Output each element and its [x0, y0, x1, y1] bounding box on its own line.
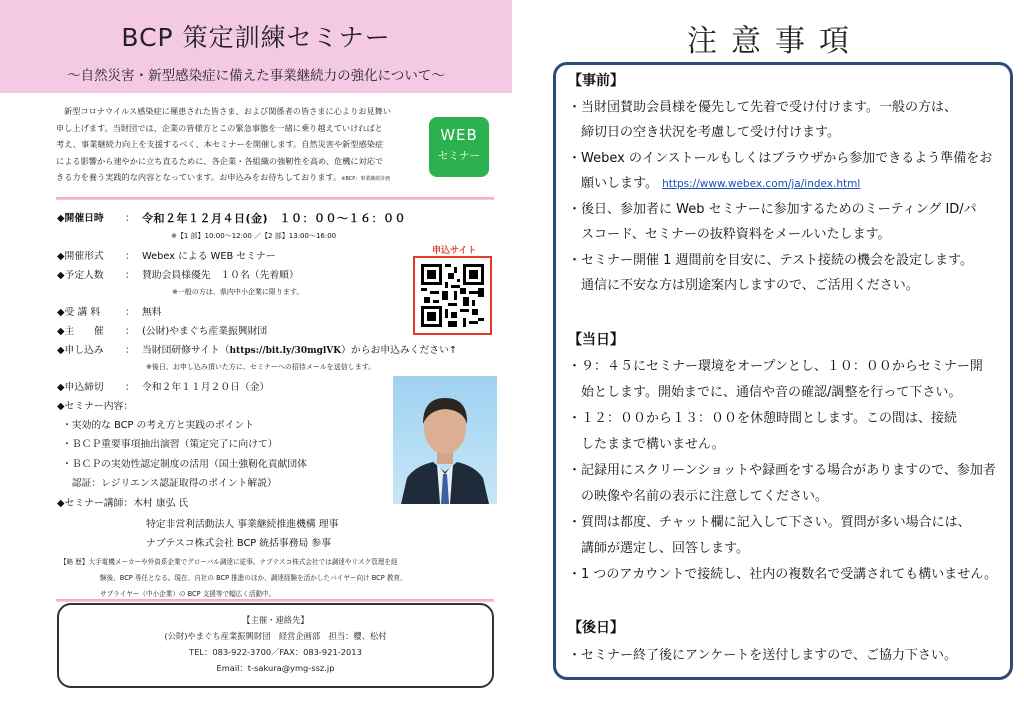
- before-heading: 【事前】: [568, 73, 624, 89]
- date-note: ※【1 部】10:00～12:00 ／【2 部】13:00～16:00: [171, 232, 337, 240]
- contact-heading: 【主催・連絡先】: [242, 615, 309, 625]
- notice-title: 注意事項: [687, 24, 863, 59]
- before-line: 願いします。: [568, 176, 658, 191]
- badge-line2: セミナー: [438, 150, 480, 162]
- capacity-label: ◆予定人数: [57, 270, 104, 281]
- day-line: 始とします。開始までに、通信や音の確認/調整を行って下さい。: [568, 385, 962, 400]
- content-item: ・ＢＣＰの実効性認定制度の活用（国土強靭化貢献団体: [62, 459, 307, 470]
- day-line: 講師が選定し、回答します。: [568, 541, 749, 556]
- before-line: ・セミナー開催 1 週間前を目安に、テスト接続の機会を設定します。: [568, 253, 973, 268]
- divider-bottom: [56, 599, 494, 602]
- capacity-note: ※一般の方は、県内中小企業に限ります。: [172, 288, 304, 296]
- before-line-url: [568, 172, 860, 191]
- bio-line: 験後、BCP 専任となる。現在、自社の BCP 推進のほか、調達経験を活かしたバイヤー向け BCP 教育、: [100, 574, 407, 582]
- instructor-name: 木村 康弘 氏: [133, 498, 189, 509]
- content-item: ・ＢＣＰ重要事項抽出演習（策定完了に向けて）: [62, 439, 278, 450]
- after-heading: 【後日】: [568, 620, 624, 636]
- date-label: ◆開催日時: [57, 213, 104, 224]
- day-line: ・１２：００から１３：００を休憩時間とします。この間は、接続: [568, 411, 957, 426]
- contact-org: (公財)やまぐち産業振興財団 経営企画部 担当：櫻、松村: [164, 631, 387, 641]
- format-label: ◆開催形式: [57, 251, 104, 262]
- apply-text: ）からお申込みください↑: [341, 345, 458, 356]
- apply-value: [142, 342, 457, 356]
- qr-code[interactable]: [413, 256, 492, 335]
- content-label: ◆セミナー内容：: [57, 401, 134, 412]
- row-date: [0, 210, 512, 226]
- day-line: ・1 つのアカウントで接続し、社内の複数名で受講されても構いません。: [568, 567, 998, 582]
- flyer-title: BCP 策定訓練セミナー: [121, 23, 391, 52]
- row-format: [0, 248, 400, 264]
- row-fee: [0, 304, 400, 320]
- instructor-label: ◆セミナー講師：: [57, 498, 134, 509]
- instructor-line: [57, 495, 188, 509]
- before-line: 通信に不安な方は別途案内しますので、ご活用ください。: [568, 278, 919, 293]
- instructor-bio: [60, 554, 506, 602]
- intro-line: 申し上げます。当財団では、企業の皆様方とこの緊急事態を一緒に乗り越えていければと: [56, 122, 383, 133]
- colon: ：: [125, 307, 135, 318]
- day-line: の映像や名前の表示に注意してください。: [568, 489, 829, 504]
- before-line: ・Webex のインストールもしくはブラウザから参加できるよう準備をお: [568, 151, 993, 166]
- intro-note: ※BCP：事業継続計画: [341, 176, 391, 183]
- row-deadline: [0, 379, 400, 395]
- apply-link[interactable]: https://bit.ly/30mglVK: [229, 346, 342, 356]
- divider-top: [56, 197, 494, 200]
- qr-label: 申込サイト: [432, 246, 477, 256]
- contact-email[interactable]: Email：t-sakura@ymg-ssz.jp: [216, 663, 335, 673]
- before-line: スコード、セミナーの抜粋資料をメールいたします。: [568, 227, 891, 242]
- fee-value: 無料: [142, 307, 162, 318]
- before-line: ・後日、参加者に Web セミナーに参加するためのミーティング ID/パ: [568, 202, 977, 217]
- date-value: 令和２年１２月４日(金) １０：００～１６：００: [142, 212, 407, 225]
- row-apply: [0, 342, 512, 358]
- before-line: ・当財団賛助会員様を優先して先着で受け付けます。一般の方は、: [568, 100, 957, 115]
- colon: ：: [125, 270, 135, 281]
- after-line: ・セミナー終了後にアンケートを送付しますので、ご協力下さい。: [568, 648, 957, 663]
- flyer-subtitle: ～自然災害・新型感染症に備えた事業継続力の強化について～: [67, 68, 445, 84]
- before-line: 締切日の空き状況を考慮して受け付けます。: [568, 125, 840, 140]
- bio-line: サプライヤー（中小企業）の BCP 支援等で幅広く活動中。: [100, 590, 276, 598]
- deadline-label: ◆申込締切: [57, 382, 104, 393]
- format-value: Webex による WEB セミナー: [142, 251, 276, 262]
- apply-text: 当財団研修サイト（: [142, 345, 230, 356]
- host-label: ◆主 催: [57, 326, 104, 337]
- content-item: ・実効的な BCP の考え方と実践のポイント: [62, 420, 255, 431]
- day-heading: 【当日】: [568, 332, 624, 348]
- bio-line: 【略 歴】大手電機メーカーや外資系企業でグローバル調達に従事。ナブテスコ株式会社では調達やリスク管理を経: [60, 558, 398, 566]
- apply-label: ◆申し込み: [57, 345, 104, 356]
- intro-line: による影響から速やかに立ち直るために、各企業・各組織の強靭性を高め、危機に対応で: [56, 155, 384, 166]
- instructor-org1: 特定非営利活動法人 事業継続推進機構 理事: [146, 519, 339, 530]
- colon: ：: [125, 326, 135, 337]
- web-seminar-badge: [429, 117, 489, 177]
- day-line: ・質問は都度、チャット欄に記入して下さい。質問が多い場合には、: [568, 515, 971, 530]
- deadline-value: 令和２年１１月２０日（金）: [142, 382, 270, 393]
- intro-paragraph: [56, 103, 424, 188]
- host-value: (公財)やまぐち産業振興財団: [142, 326, 268, 337]
- capacity-value: 賛助会員様優先 １０名（先着順）: [142, 270, 299, 281]
- day-line: ・９：４５にセミナー環境をオープンとし、１０：００からセミナー開: [568, 359, 983, 374]
- row-capacity: [0, 267, 400, 283]
- day-line: したままで構いません。: [568, 437, 725, 452]
- qr-code-icon: [421, 264, 484, 327]
- contact-box: [57, 603, 494, 688]
- colon: ：: [125, 382, 135, 393]
- contact-phone: TEL：083-922-3700／FAX：083-921-2013: [189, 647, 362, 657]
- instructor-org2: ナブテスコ株式会社 BCP 統括事務局 参事: [146, 538, 331, 549]
- apply-note: ※後日、お申し込み頂いた方に、セミナーへの招待メールを送信します。: [146, 363, 376, 371]
- colon: ：: [125, 251, 135, 262]
- content-item: 認証：レジリエンス認証取得のポイント解説）: [62, 478, 277, 489]
- colon: ：: [125, 345, 135, 356]
- badge-line1: WEB: [440, 126, 478, 144]
- day-line: ・記録用にスクリーンショットや録画をする場合がありますので、参加者: [568, 463, 996, 478]
- intro-line: 考え、事業継続力向上を支援するべく、本セミナーを開催します。自然災害や新型感染症: [56, 139, 384, 150]
- flyer-header: [0, 0, 512, 93]
- intro-line-last: [56, 169, 424, 188]
- colon: ：: [125, 213, 135, 224]
- webex-link[interactable]: https://www.webex.com/ja/index.html: [662, 178, 861, 190]
- row-host: [0, 323, 400, 339]
- instructor-photo: [393, 376, 497, 504]
- intro-line: きる力を養う実践的な内容となっています。お申込みをお待ちしております。: [56, 172, 342, 183]
- intro-line: 新型コロナウイルス感染症に罹患された皆さま、および関係者の皆さまに心よりお見舞い: [64, 106, 392, 116]
- fee-label: ◆受 講 料: [57, 307, 101, 318]
- person-portrait-icon: [393, 376, 497, 504]
